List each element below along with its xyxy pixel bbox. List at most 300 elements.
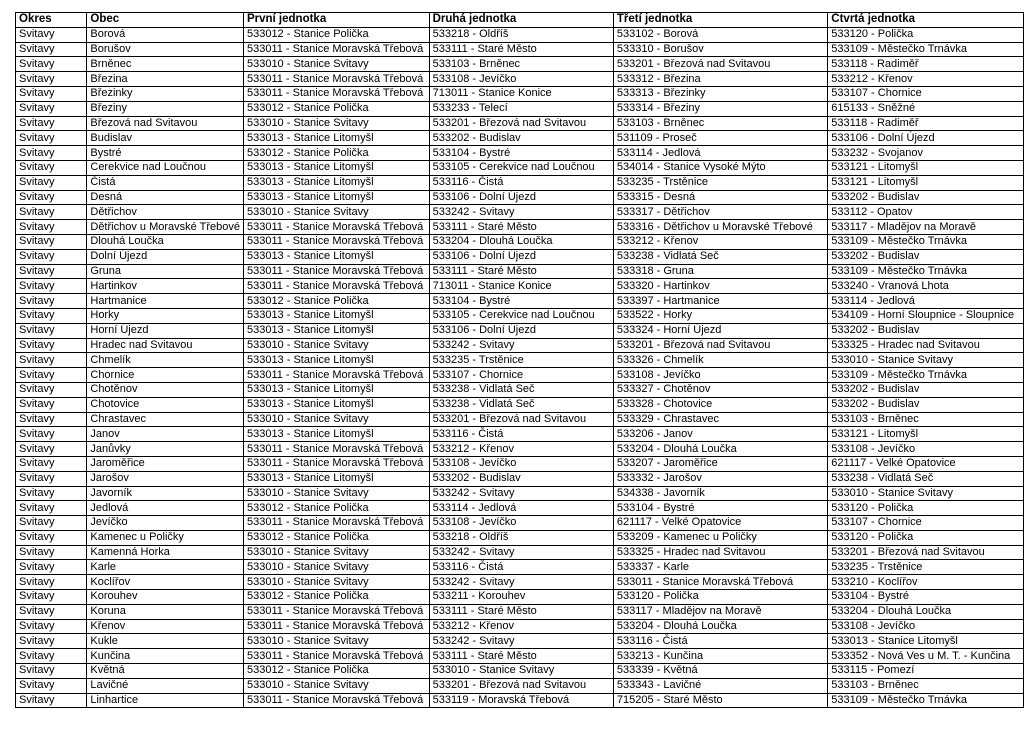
cell-druha-jednotka: 533238 - Vidlatá Seč (429, 382, 613, 397)
cell-druha-jednotka: 533103 - Brněnec (429, 57, 613, 72)
cell-ctvrta-jednotka: 533010 - Stanice Svitavy (828, 353, 1024, 368)
table-row (16, 427, 1024, 442)
cell-treti-jednotka: 533314 - Březiny (613, 101, 827, 116)
cell-ctvrta-jednotka: 533112 - Opatov (828, 205, 1024, 220)
cell-treti-jednotka: 533116 - Čistá (613, 634, 827, 649)
cell-obec: Janůvky (87, 442, 244, 457)
cell-treti-jednotka: 533212 - Křenov (613, 234, 827, 249)
cell-ctvrta-jednotka: 533121 - Litomyšl (828, 160, 1024, 175)
cell-okres: Svitavy (16, 412, 87, 427)
cell-obec: Borušov (87, 42, 244, 57)
cell-treti-jednotka: 533326 - Chmelík (613, 353, 827, 368)
cell-okres: Svitavy (16, 368, 87, 383)
cell-prvni-jednotka: 533010 - Stanice Svitavy (243, 634, 429, 649)
cell-treti-jednotka: 533320 - Hartinkov (613, 279, 827, 294)
cell-druha-jednotka: 533201 - Březová nad Svitavou (429, 116, 613, 131)
header-row (16, 13, 1024, 28)
cell-okres: Svitavy (16, 516, 87, 531)
cell-druha-jednotka: 533106 - Dolní Újezd (429, 249, 613, 264)
cell-treti-jednotka: 533104 - Bystré (613, 501, 827, 516)
cell-ctvrta-jednotka: 533103 - Brněnec (828, 412, 1024, 427)
cell-obec: Horní Újezd (87, 323, 244, 338)
cell-druha-jednotka: 533242 - Svitavy (429, 575, 613, 590)
table-row (16, 678, 1024, 693)
cell-treti-jednotka: 533213 - Kunčina (613, 649, 827, 664)
table-row (16, 604, 1024, 619)
cell-prvni-jednotka: 533012 - Stanice Polička (243, 590, 429, 605)
cell-ctvrta-jednotka: 533240 - Vranová Lhota (828, 279, 1024, 294)
cell-okres: Svitavy (16, 545, 87, 560)
cell-ctvrta-jednotka: 533115 - Pomezí (828, 664, 1024, 679)
cell-prvni-jednotka: 533010 - Stanice Svitavy (243, 57, 429, 72)
table-row (16, 57, 1024, 72)
table-row (16, 323, 1024, 338)
cell-ctvrta-jednotka: 533202 - Budislav (828, 382, 1024, 397)
cell-obec: Křenov (87, 619, 244, 634)
table-row (16, 486, 1024, 501)
cell-ctvrta-jednotka: 533202 - Budislav (828, 249, 1024, 264)
cell-obec: Květná (87, 664, 244, 679)
cell-treti-jednotka: 533332 - Jarošov (613, 471, 827, 486)
cell-ctvrta-jednotka: 615133 - Sněžné (828, 101, 1024, 116)
cell-okres: Svitavy (16, 693, 87, 708)
cell-prvni-jednotka: 533011 - Stanice Moravská Třebová (243, 72, 429, 87)
cell-prvni-jednotka: 533010 - Stanice Svitavy (243, 338, 429, 353)
cell-obec: Kamenná Horka (87, 545, 244, 560)
cell-prvni-jednotka: 533011 - Stanice Moravská Třebová (243, 279, 429, 294)
cell-druha-jednotka: 533116 - Čistá (429, 427, 613, 442)
cell-obec: Karle (87, 560, 244, 575)
cell-okres: Svitavy (16, 160, 87, 175)
cell-ctvrta-jednotka: 533210 - Koclířov (828, 575, 1024, 590)
cell-ctvrta-jednotka: 533109 - Městečko Trnávka (828, 693, 1024, 708)
cell-ctvrta-jednotka: 533109 - Městečko Trnávka (828, 42, 1024, 57)
cell-treti-jednotka: 533317 - Dětřichov (613, 205, 827, 220)
table-row (16, 501, 1024, 516)
cell-ctvrta-jednotka: 533013 - Stanice Litomyšl (828, 634, 1024, 649)
table-row (16, 442, 1024, 457)
cell-treti-jednotka: 533011 - Stanice Moravská Třebová (613, 575, 827, 590)
cell-treti-jednotka: 533204 - Dlouhá Loučka (613, 619, 827, 634)
cell-okres: Svitavy (16, 382, 87, 397)
cell-prvni-jednotka: 533010 - Stanice Svitavy (243, 545, 429, 560)
cell-ctvrta-jednotka: 533120 - Polička (828, 530, 1024, 545)
cell-obec: Kunčina (87, 649, 244, 664)
cell-druha-jednotka: 533242 - Svitavy (429, 545, 613, 560)
cell-obec: Chornice (87, 368, 244, 383)
cell-druha-jednotka: 533111 - Staré Město (429, 604, 613, 619)
cell-okres: Svitavy (16, 649, 87, 664)
header-prvni-jednotka: První jednotka (243, 13, 429, 28)
cell-druha-jednotka: 533201 - Březová nad Svitavou (429, 412, 613, 427)
cell-prvni-jednotka: 533012 - Stanice Polička (243, 27, 429, 42)
cell-okres: Svitavy (16, 27, 87, 42)
cell-okres: Svitavy (16, 234, 87, 249)
cell-druha-jednotka: 713011 - Stanice Konice (429, 86, 613, 101)
cell-prvni-jednotka: 533013 - Stanice Litomyšl (243, 131, 429, 146)
cell-treti-jednotka: 533327 - Chotěnov (613, 382, 827, 397)
cell-prvni-jednotka: 533010 - Stanice Svitavy (243, 678, 429, 693)
cell-druha-jednotka: 533108 - Jevíčko (429, 516, 613, 531)
table-row (16, 146, 1024, 161)
cell-okres: Svitavy (16, 604, 87, 619)
cell-prvni-jednotka: 533011 - Stanice Moravská Třebová (243, 264, 429, 279)
cell-druha-jednotka: 533119 - Moravská Třebová (429, 693, 613, 708)
cell-prvni-jednotka: 533010 - Stanice Svitavy (243, 486, 429, 501)
cell-okres: Svitavy (16, 575, 87, 590)
table-row (16, 560, 1024, 575)
cell-okres: Svitavy (16, 131, 87, 146)
cell-treti-jednotka: 533329 - Chrastavec (613, 412, 827, 427)
cell-treti-jednotka: 715205 - Staré Město (613, 693, 827, 708)
cell-okres: Svitavy (16, 264, 87, 279)
cell-prvni-jednotka: 533010 - Stanice Svitavy (243, 116, 429, 131)
cell-treti-jednotka: 533103 - Brněnec (613, 116, 827, 131)
cell-druha-jednotka: 533111 - Staré Město (429, 264, 613, 279)
cell-treti-jednotka: 533313 - Březinky (613, 86, 827, 101)
table-row (16, 664, 1024, 679)
cell-okres: Svitavy (16, 338, 87, 353)
cell-obec: Čistá (87, 175, 244, 190)
cell-druha-jednotka: 533104 - Bystré (429, 294, 613, 309)
table-row (16, 264, 1024, 279)
cell-okres: Svitavy (16, 664, 87, 679)
table-row (16, 353, 1024, 368)
cell-druha-jednotka: 533235 - Trstěnice (429, 353, 613, 368)
cell-druha-jednotka: 533105 - Cerekvice nad Loučnou (429, 308, 613, 323)
cell-obec: Březová nad Svitavou (87, 116, 244, 131)
cell-ctvrta-jednotka: 533352 - Nová Ves u M. T. - Kunčina (828, 649, 1024, 664)
cell-treti-jednotka: 533117 - Mladějov na Moravě (613, 604, 827, 619)
cell-obec: Lavičné (87, 678, 244, 693)
cell-druha-jednotka: 533202 - Budislav (429, 471, 613, 486)
cell-ctvrta-jednotka: 533202 - Budislav (828, 190, 1024, 205)
cell-ctvrta-jednotka: 533202 - Budislav (828, 397, 1024, 412)
cell-prvni-jednotka: 533013 - Stanice Litomyšl (243, 353, 429, 368)
cell-druha-jednotka: 713011 - Stanice Konice (429, 279, 613, 294)
cell-ctvrta-jednotka: 533325 - Hradec nad Svitavou (828, 338, 1024, 353)
cell-obec: Dětřichov u Moravské Třebové (87, 220, 244, 235)
cell-druha-jednotka: 533218 - Oldříš (429, 530, 613, 545)
header-druha-jednotka: Druhá jednotka (429, 13, 613, 28)
cell-okres: Svitavy (16, 323, 87, 338)
cell-ctvrta-jednotka: 533202 - Budislav (828, 323, 1024, 338)
cell-treti-jednotka: 533343 - Lavičné (613, 678, 827, 693)
cell-okres: Svitavy (16, 146, 87, 161)
cell-prvni-jednotka: 533012 - Stanice Polička (243, 530, 429, 545)
table-row (16, 634, 1024, 649)
cell-okres: Svitavy (16, 560, 87, 575)
cell-ctvrta-jednotka: 533107 - Chornice (828, 86, 1024, 101)
cell-prvni-jednotka: 533012 - Stanice Polička (243, 501, 429, 516)
cell-prvni-jednotka: 533013 - Stanice Litomyšl (243, 323, 429, 338)
cell-okres: Svitavy (16, 501, 87, 516)
table-row (16, 412, 1024, 427)
cell-druha-jednotka: 533116 - Čistá (429, 560, 613, 575)
table-row (16, 456, 1024, 471)
cell-druha-jednotka: 533202 - Budislav (429, 131, 613, 146)
cell-obec: Dolní Újezd (87, 249, 244, 264)
cell-druha-jednotka: 533116 - Čistá (429, 175, 613, 190)
cell-obec: Jarošov (87, 471, 244, 486)
cell-ctvrta-jednotka: 533108 - Jevíčko (828, 619, 1024, 634)
cell-okres: Svitavy (16, 175, 87, 190)
header-obec: Obec (87, 13, 244, 28)
cell-okres: Svitavy (16, 678, 87, 693)
cell-obec: Březina (87, 72, 244, 87)
cell-ctvrta-jednotka: 533201 - Březová nad Svitavou (828, 545, 1024, 560)
cell-obec: Chotovice (87, 397, 244, 412)
cell-prvni-jednotka: 533011 - Stanice Moravská Třebová (243, 86, 429, 101)
cell-prvni-jednotka: 533011 - Stanice Moravská Třebová (243, 604, 429, 619)
cell-treti-jednotka: 533102 - Borová (613, 27, 827, 42)
cell-druha-jednotka: 533114 - Jedlová (429, 501, 613, 516)
table-row (16, 338, 1024, 353)
cell-prvni-jednotka: 533011 - Stanice Moravská Třebová (243, 693, 429, 708)
table-row (16, 368, 1024, 383)
cell-prvni-jednotka: 533013 - Stanice Litomyšl (243, 249, 429, 264)
cell-druha-jednotka: 533238 - Vidlatá Seč (429, 397, 613, 412)
cell-prvni-jednotka: 533012 - Stanice Polička (243, 294, 429, 309)
cell-treti-jednotka: 621117 - Velké Opatovice (613, 516, 827, 531)
cell-obec: Brněnec (87, 57, 244, 72)
cell-treti-jednotka: 533206 - Janov (613, 427, 827, 442)
cell-druha-jednotka: 533105 - Cerekvice nad Loučnou (429, 160, 613, 175)
cell-treti-jednotka: 533120 - Polička (613, 590, 827, 605)
header-okres: Okres (16, 13, 87, 28)
cell-obec: Koruna (87, 604, 244, 619)
cell-okres: Svitavy (16, 619, 87, 634)
cell-treti-jednotka: 533337 - Karle (613, 560, 827, 575)
table-row (16, 175, 1024, 190)
cell-ctvrta-jednotka: 533103 - Brněnec (828, 678, 1024, 693)
cell-obec: Jevíčko (87, 516, 244, 531)
cell-treti-jednotka: 533238 - Vidlatá Seč (613, 249, 827, 264)
cell-obec: Hartinkov (87, 279, 244, 294)
cell-druha-jednotka: 533111 - Staré Město (429, 220, 613, 235)
cell-treti-jednotka: 534338 - Javorník (613, 486, 827, 501)
cell-obec: Kukle (87, 634, 244, 649)
table-row (16, 649, 1024, 664)
cell-treti-jednotka: 534014 - Stanice Vysoké Mýto (613, 160, 827, 175)
cell-ctvrta-jednotka: 533109 - Městečko Trnávka (828, 264, 1024, 279)
cell-ctvrta-jednotka: 533120 - Polička (828, 27, 1024, 42)
cell-obec: Cerekvice nad Loučnou (87, 160, 244, 175)
cell-okres: Svitavy (16, 42, 87, 57)
cell-obec: Linhartice (87, 693, 244, 708)
cell-treti-jednotka: 533325 - Hradec nad Svitavou (613, 545, 827, 560)
cell-druha-jednotka: 533108 - Jevíčko (429, 72, 613, 87)
cell-obec: Březinky (87, 86, 244, 101)
cell-treti-jednotka: 533201 - Březová nad Svitavou (613, 57, 827, 72)
table-row (16, 294, 1024, 309)
cell-ctvrta-jednotka: 533107 - Chornice (828, 516, 1024, 531)
cell-ctvrta-jednotka: 533109 - Městečko Trnávka (828, 368, 1024, 383)
cell-obec: Chmelík (87, 353, 244, 368)
cell-treti-jednotka: 533328 - Chotovice (613, 397, 827, 412)
cell-ctvrta-jednotka: 533104 - Bystré (828, 590, 1024, 605)
table-row (16, 397, 1024, 412)
cell-prvni-jednotka: 533011 - Stanice Moravská Třebová (243, 234, 429, 249)
cell-okres: Svitavy (16, 220, 87, 235)
cell-prvni-jednotka: 533011 - Stanice Moravská Třebová (243, 220, 429, 235)
cell-ctvrta-jednotka: 534109 - Horní Sloupnice - Sloupnice (828, 308, 1024, 323)
cell-prvni-jednotka: 533011 - Stanice Moravská Třebová (243, 42, 429, 57)
cell-ctvrta-jednotka: 533121 - Litomyšl (828, 427, 1024, 442)
cell-druha-jednotka: 533242 - Svitavy (429, 486, 613, 501)
cell-prvni-jednotka: 533013 - Stanice Litomyšl (243, 427, 429, 442)
cell-obec: Koclířov (87, 575, 244, 590)
cell-prvni-jednotka: 533013 - Stanice Litomyšl (243, 397, 429, 412)
table-row (16, 116, 1024, 131)
cell-prvni-jednotka: 533011 - Stanice Moravská Třebová (243, 368, 429, 383)
cell-obec: Budislav (87, 131, 244, 146)
cell-druha-jednotka: 533212 - Křenov (429, 442, 613, 457)
cell-druha-jednotka: 533010 - Stanice Svitavy (429, 664, 613, 679)
cell-prvni-jednotka: 533013 - Stanice Litomyšl (243, 175, 429, 190)
cell-obec: Kamenec u Poličky (87, 530, 244, 545)
cell-ctvrta-jednotka: 533108 - Jevíčko (828, 442, 1024, 457)
table-row (16, 693, 1024, 708)
cell-ctvrta-jednotka: 533120 - Polička (828, 501, 1024, 516)
cell-treti-jednotka: 533339 - Květná (613, 664, 827, 679)
cell-treti-jednotka: 533235 - Trstěnice (613, 175, 827, 190)
cell-okres: Svitavy (16, 86, 87, 101)
cell-treti-jednotka: 533315 - Desná (613, 190, 827, 205)
cell-druha-jednotka: 533106 - Dolní Újezd (429, 323, 613, 338)
cell-prvni-jednotka: 533010 - Stanice Svitavy (243, 412, 429, 427)
cell-obec: Borová (87, 27, 244, 42)
cell-druha-jednotka: 533201 - Březová nad Svitavou (429, 678, 613, 693)
cell-prvni-jednotka: 533010 - Stanice Svitavy (243, 575, 429, 590)
table-row (16, 42, 1024, 57)
cell-druha-jednotka: 533242 - Svitavy (429, 634, 613, 649)
table-row (16, 382, 1024, 397)
cell-treti-jednotka: 531109 - Proseč (613, 131, 827, 146)
cell-druha-jednotka: 533242 - Svitavy (429, 338, 613, 353)
cell-treti-jednotka: 533522 - Horky (613, 308, 827, 323)
cell-treti-jednotka: 533312 - Březina (613, 72, 827, 87)
table-row (16, 471, 1024, 486)
cell-treti-jednotka: 533114 - Jedlová (613, 146, 827, 161)
cell-obec: Hradec nad Svitavou (87, 338, 244, 353)
cell-ctvrta-jednotka: 533109 - Městečko Trnávka (828, 234, 1024, 249)
table-row (16, 279, 1024, 294)
table-row (16, 190, 1024, 205)
cell-prvni-jednotka: 533013 - Stanice Litomyšl (243, 382, 429, 397)
cell-druha-jednotka: 533108 - Jevíčko (429, 456, 613, 471)
cell-okres: Svitavy (16, 590, 87, 605)
cell-prvni-jednotka: 533011 - Stanice Moravská Třebová (243, 442, 429, 457)
cell-prvni-jednotka: 533012 - Stanice Polička (243, 146, 429, 161)
cell-treti-jednotka: 533324 - Horní Újezd (613, 323, 827, 338)
cell-prvni-jednotka: 533013 - Stanice Litomyšl (243, 160, 429, 175)
cell-ctvrta-jednotka: 533117 - Mladějov na Moravě (828, 220, 1024, 235)
cell-prvni-jednotka: 533013 - Stanice Litomyšl (243, 471, 429, 486)
cell-okres: Svitavy (16, 101, 87, 116)
cell-ctvrta-jednotka: 533212 - Křenov (828, 72, 1024, 87)
table-row (16, 160, 1024, 175)
cell-prvni-jednotka: 533011 - Stanice Moravská Třebová (243, 619, 429, 634)
cell-okres: Svitavy (16, 634, 87, 649)
cell-okres: Svitavy (16, 279, 87, 294)
cell-prvni-jednotka: 533012 - Stanice Polička (243, 664, 429, 679)
cell-prvni-jednotka: 533011 - Stanice Moravská Třebová (243, 649, 429, 664)
cell-obec: Gruna (87, 264, 244, 279)
cell-prvni-jednotka: 533013 - Stanice Litomyšl (243, 190, 429, 205)
table-row (16, 545, 1024, 560)
cell-druha-jednotka: 533211 - Korouhev (429, 590, 613, 605)
header-ctvrta-jednotka: Čtvrtá jednotka (828, 13, 1024, 28)
cell-druha-jednotka: 533242 - Svitavy (429, 205, 613, 220)
table-row (16, 249, 1024, 264)
cell-okres: Svitavy (16, 205, 87, 220)
cell-druha-jednotka: 533106 - Dolní Újezd (429, 190, 613, 205)
cell-druha-jednotka: 533233 - Telecí (429, 101, 613, 116)
cell-ctvrta-jednotka: 533114 - Jedlová (828, 294, 1024, 309)
cell-obec: Javorník (87, 486, 244, 501)
cell-obec: Chrastavec (87, 412, 244, 427)
cell-treti-jednotka: 533108 - Jevíčko (613, 368, 827, 383)
cell-treti-jednotka: 533397 - Hartmanice (613, 294, 827, 309)
cell-okres: Svitavy (16, 190, 87, 205)
cell-prvni-jednotka: 533011 - Stanice Moravská Třebová (243, 456, 429, 471)
cell-druha-jednotka: 533212 - Křenov (429, 619, 613, 634)
cell-obec: Jedlová (87, 501, 244, 516)
cell-treti-jednotka: 533201 - Březová nad Svitavou (613, 338, 827, 353)
cell-prvni-jednotka: 533013 - Stanice Litomyšl (243, 308, 429, 323)
cell-okres: Svitavy (16, 442, 87, 457)
cell-obec: Bystré (87, 146, 244, 161)
header-treti-jednotka: Třetí jednotka (613, 13, 827, 28)
cell-obec: Dětřichov (87, 205, 244, 220)
cell-prvni-jednotka: 533011 - Stanice Moravská Třebová (243, 516, 429, 531)
cell-okres: Svitavy (16, 456, 87, 471)
cell-prvni-jednotka: 533010 - Stanice Svitavy (243, 205, 429, 220)
cell-druha-jednotka: 533104 - Bystré (429, 146, 613, 161)
table-row (16, 205, 1024, 220)
cell-obec: Desná (87, 190, 244, 205)
cell-okres: Svitavy (16, 486, 87, 501)
table-row (16, 575, 1024, 590)
cell-druha-jednotka: 533111 - Staré Město (429, 649, 613, 664)
table-row (16, 86, 1024, 101)
cell-treti-jednotka: 533318 - Gruna (613, 264, 827, 279)
cell-okres: Svitavy (16, 72, 87, 87)
cell-prvni-jednotka: 533010 - Stanice Svitavy (243, 560, 429, 575)
table-row (16, 27, 1024, 42)
cell-druha-jednotka: 533204 - Dlouhá Loučka (429, 234, 613, 249)
cell-okres: Svitavy (16, 308, 87, 323)
cell-obec: Janov (87, 427, 244, 442)
cell-treti-jednotka: 533316 - Dětřichov u Moravské Třebové (613, 220, 827, 235)
cell-druha-jednotka: 533218 - Oldříš (429, 27, 613, 42)
table-row (16, 72, 1024, 87)
table-row (16, 220, 1024, 235)
cell-okres: Svitavy (16, 249, 87, 264)
table-row (16, 590, 1024, 605)
cell-ctvrta-jednotka: 533010 - Stanice Svitavy (828, 486, 1024, 501)
cell-ctvrta-jednotka: 533118 - Radiměř (828, 57, 1024, 72)
cell-druha-jednotka: 533111 - Staré Město (429, 42, 613, 57)
cell-ctvrta-jednotka: 533106 - Dolní Újezd (828, 131, 1024, 146)
cell-druha-jednotka: 533107 - Chornice (429, 368, 613, 383)
table-row (16, 619, 1024, 634)
table-row (16, 131, 1024, 146)
cell-okres: Svitavy (16, 353, 87, 368)
table-row (16, 234, 1024, 249)
cell-ctvrta-jednotka: 533118 - Radiměř (828, 116, 1024, 131)
